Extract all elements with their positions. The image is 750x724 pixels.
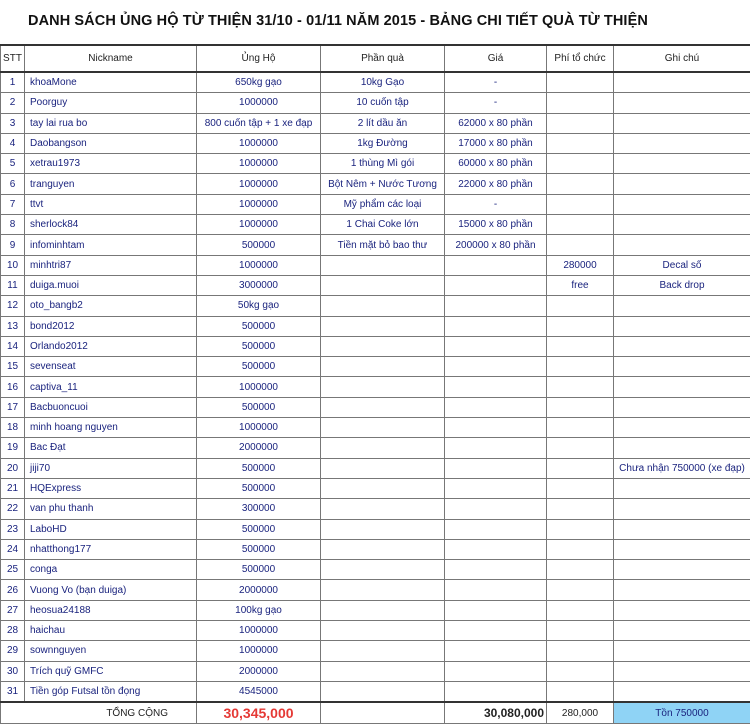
cell-phi-to-chuc[interactable] bbox=[547, 397, 614, 417]
cell-ung-ho[interactable]: 500000 bbox=[197, 478, 321, 498]
cell-ung-ho[interactable]: 1000000 bbox=[197, 133, 321, 153]
cell-nickname[interactable]: jiji70 bbox=[25, 458, 197, 478]
cell-gia[interactable] bbox=[445, 681, 547, 702]
cell-ghi-chu[interactable] bbox=[614, 194, 750, 214]
cell-ung-ho[interactable]: 50kg gạo bbox=[197, 296, 321, 316]
cell-ghi-chu[interactable] bbox=[614, 235, 750, 255]
table-row bbox=[1, 174, 750, 194]
cell-nickname[interactable]: sherlock84 bbox=[25, 215, 197, 235]
cell-gia[interactable]: 17000 x 80 phần bbox=[445, 133, 547, 153]
cell-phan-qua[interactable] bbox=[321, 316, 445, 336]
cell-phi-to-chuc[interactable] bbox=[547, 641, 614, 661]
cell-stt[interactable]: 18 bbox=[1, 418, 25, 438]
cell-gia[interactable] bbox=[445, 560, 547, 580]
cell-nickname[interactable]: heosua24188 bbox=[25, 600, 197, 620]
cell-phan-qua[interactable] bbox=[321, 296, 445, 316]
cell-phan-qua[interactable] bbox=[321, 499, 445, 519]
total-label[interactable]: TỔNG CỘNG bbox=[1, 702, 197, 724]
table-row bbox=[1, 235, 750, 255]
cell-stt[interactable]: 29 bbox=[1, 641, 25, 661]
cell-phi-to-chuc[interactable] bbox=[547, 621, 614, 641]
cell-gia[interactable] bbox=[445, 418, 547, 438]
table-row bbox=[1, 438, 750, 458]
cell-stt[interactable]: 28 bbox=[1, 621, 25, 641]
cell-ghi-chu[interactable] bbox=[614, 539, 750, 559]
cell-phi-to-chuc[interactable] bbox=[547, 357, 614, 377]
table-row bbox=[1, 580, 750, 600]
cell-stt[interactable]: 26 bbox=[1, 580, 25, 600]
table-row bbox=[1, 316, 750, 336]
cell-gia[interactable]: 60000 x 80 phần bbox=[445, 154, 547, 174]
cell-gia[interactable] bbox=[445, 580, 547, 600]
cell-stt[interactable]: 27 bbox=[1, 600, 25, 620]
cell-phi-to-chuc[interactable] bbox=[547, 458, 614, 478]
cell-nickname[interactable]: infominhtam bbox=[25, 235, 197, 255]
cell-phi-to-chuc[interactable] bbox=[547, 215, 614, 235]
cell-gia[interactable] bbox=[445, 275, 547, 295]
cell-phan-qua[interactable] bbox=[321, 681, 445, 702]
cell-stt[interactable]: 5 bbox=[1, 154, 25, 174]
cell-phan-qua[interactable] bbox=[321, 539, 445, 559]
cell-phan-qua[interactable] bbox=[321, 357, 445, 377]
total-ghi-chu[interactable]: Tồn 750000 bbox=[614, 702, 750, 724]
cell-stt[interactable]: 20 bbox=[1, 458, 25, 478]
cell-phi-to-chuc[interactable] bbox=[547, 661, 614, 681]
cell-stt[interactable]: 30 bbox=[1, 661, 25, 681]
cell-stt[interactable]: 23 bbox=[1, 519, 25, 539]
cell-ung-ho[interactable]: 1000000 bbox=[197, 215, 321, 235]
cell-phan-qua[interactable]: 1 thùng Mì gói bbox=[321, 154, 445, 174]
cell-ung-ho[interactable]: 2000000 bbox=[197, 438, 321, 458]
cell-ghi-chu[interactable] bbox=[614, 681, 750, 702]
cell-nickname[interactable]: tay lai rua bo bbox=[25, 113, 197, 133]
cell-phan-qua[interactable]: 10kg Gạo bbox=[321, 72, 445, 93]
table-row bbox=[1, 681, 750, 702]
cell-stt[interactable]: 3 bbox=[1, 113, 25, 133]
cell-ghi-chu[interactable] bbox=[614, 499, 750, 519]
total-phi[interactable]: 280,000 bbox=[547, 702, 614, 724]
cell-nickname[interactable]: minh hoang nguyen bbox=[25, 418, 197, 438]
cell-nickname[interactable]: LaboHD bbox=[25, 519, 197, 539]
cell-phan-qua[interactable]: Bột Nêm + Nước Tương bbox=[321, 174, 445, 194]
table-row bbox=[1, 336, 750, 356]
cell-phan-qua[interactable]: 10 cuốn tập bbox=[321, 93, 445, 113]
cell-phi-to-chuc[interactable] bbox=[547, 560, 614, 580]
cell-stt[interactable]: 12 bbox=[1, 296, 25, 316]
cell-gia[interactable]: - bbox=[445, 194, 547, 214]
cell-phi-to-chuc[interactable] bbox=[547, 519, 614, 539]
cell-ung-ho[interactable]: 500000 bbox=[197, 519, 321, 539]
cell-ghi-chu[interactable] bbox=[614, 478, 750, 498]
cell-nickname[interactable]: Orlando2012 bbox=[25, 336, 197, 356]
table-row bbox=[1, 72, 750, 93]
cell-nickname[interactable]: sownnguyen bbox=[25, 641, 197, 661]
cell-gia[interactable] bbox=[445, 357, 547, 377]
table-row bbox=[1, 661, 750, 681]
cell-phan-qua[interactable]: Mỹ phẩm các loại bbox=[321, 194, 445, 214]
cell-ung-ho[interactable]: 500000 bbox=[197, 336, 321, 356]
cell-nickname[interactable]: captiva_11 bbox=[25, 377, 197, 397]
table-row bbox=[1, 113, 750, 133]
cell-ghi-chu[interactable] bbox=[614, 519, 750, 539]
cell-nickname[interactable]: Daobangson bbox=[25, 133, 197, 153]
cell-phan-qua[interactable]: 1kg Đường bbox=[321, 133, 445, 153]
cell-nickname[interactable]: Tiền góp Futsal tồn đọng bbox=[25, 681, 197, 702]
cell-phan-qua[interactable] bbox=[321, 600, 445, 620]
cell-ung-ho[interactable]: 800 cuốn tập + 1 xe đạp bbox=[197, 113, 321, 133]
cell-ung-ho[interactable]: 500000 bbox=[197, 397, 321, 417]
table-row bbox=[1, 93, 750, 113]
cell-gia[interactable]: 62000 x 80 phần bbox=[445, 113, 547, 133]
sheet-title: DANH SÁCH ỦNG HỘ TỪ THIỆN 31/10 - 01/11 NĂM 2015 - BẢNG CHI TIẾT QUÀ TỪ THIỆN bbox=[0, 0, 750, 42]
cell-gia[interactable]: 22000 x 80 phần bbox=[445, 174, 547, 194]
cell-stt[interactable]: 2 bbox=[1, 93, 25, 113]
table-row bbox=[1, 296, 750, 316]
cell-ung-ho[interactable]: 1000000 bbox=[197, 255, 321, 275]
cell-gia[interactable] bbox=[445, 255, 547, 275]
cell-gia[interactable] bbox=[445, 478, 547, 498]
header-ghi-chu[interactable]: Ghi chú bbox=[614, 45, 750, 72]
total-ung-ho[interactable]: 30,345,000 bbox=[197, 702, 321, 724]
cell-nickname[interactable]: minhtri87 bbox=[25, 255, 197, 275]
cell-phi-to-chuc[interactable]: free bbox=[547, 275, 614, 295]
table-row bbox=[1, 499, 750, 519]
cell-phi-to-chuc[interactable] bbox=[547, 133, 614, 153]
cell-ghi-chu[interactable]: Chưa nhận 750000 (xe đạp) bbox=[614, 458, 750, 478]
cell-ung-ho[interactable]: 650kg gạo bbox=[197, 72, 321, 93]
header-phi-to-chuc[interactable]: Phí tổ chức bbox=[547, 45, 614, 72]
cell-gia[interactable] bbox=[445, 397, 547, 417]
cell-gia[interactable] bbox=[445, 336, 547, 356]
cell-gia[interactable]: 200000 x 80 phần bbox=[445, 235, 547, 255]
table-row bbox=[1, 478, 750, 498]
header-row bbox=[1, 45, 750, 72]
cell-ghi-chu[interactable] bbox=[614, 600, 750, 620]
cell-phan-qua[interactable] bbox=[321, 580, 445, 600]
cell-stt[interactable]: 15 bbox=[1, 357, 25, 377]
cell-nickname[interactable]: duiga.muoi bbox=[25, 275, 197, 295]
cell-phi-to-chuc[interactable] bbox=[547, 296, 614, 316]
cell-ghi-chu[interactable] bbox=[614, 215, 750, 235]
table-row bbox=[1, 154, 750, 174]
cell-phan-qua[interactable] bbox=[321, 336, 445, 356]
cell-ghi-chu[interactable] bbox=[614, 113, 750, 133]
table-row bbox=[1, 641, 750, 661]
table-row bbox=[1, 600, 750, 620]
donation-table bbox=[0, 44, 750, 724]
cell-ghi-chu[interactable] bbox=[614, 661, 750, 681]
cell-phan-qua[interactable] bbox=[321, 418, 445, 438]
cell-phan-qua[interactable] bbox=[321, 661, 445, 681]
cell-ung-ho[interactable]: 3000000 bbox=[197, 275, 321, 295]
cell-nickname[interactable]: khoaMone bbox=[25, 72, 197, 93]
cell-gia[interactable] bbox=[445, 377, 547, 397]
cell-stt[interactable]: 9 bbox=[1, 235, 25, 255]
cell-phi-to-chuc[interactable] bbox=[547, 235, 614, 255]
table-row bbox=[1, 377, 750, 397]
cell-ung-ho[interactable]: 500000 bbox=[197, 539, 321, 559]
cell-nickname[interactable]: bond2012 bbox=[25, 316, 197, 336]
cell-phi-to-chuc[interactable] bbox=[547, 438, 614, 458]
cell-ghi-chu[interactable] bbox=[614, 93, 750, 113]
cell-nickname[interactable]: Bac Đạt bbox=[25, 438, 197, 458]
cell-ghi-chu[interactable] bbox=[614, 133, 750, 153]
cell-stt[interactable]: 22 bbox=[1, 499, 25, 519]
table-row bbox=[1, 560, 750, 580]
cell-ung-ho[interactable]: 500000 bbox=[197, 560, 321, 580]
table-row bbox=[1, 397, 750, 417]
cell-nickname[interactable]: oto_bangb2 bbox=[25, 296, 197, 316]
cell-gia[interactable] bbox=[445, 539, 547, 559]
cell-phan-qua[interactable] bbox=[321, 478, 445, 498]
cell-ghi-chu[interactable]: Back drop bbox=[614, 275, 750, 295]
table-row bbox=[1, 519, 750, 539]
cell-phan-qua[interactable] bbox=[321, 275, 445, 295]
cell-stt[interactable]: 17 bbox=[1, 397, 25, 417]
total-gia[interactable]: 30,080,000 bbox=[445, 702, 547, 724]
cell-phan-qua[interactable] bbox=[321, 641, 445, 661]
cell-ghi-chu[interactable] bbox=[614, 641, 750, 661]
cell-ghi-chu[interactable] bbox=[614, 174, 750, 194]
header-stt[interactable]: STT bbox=[1, 45, 25, 72]
cell-stt[interactable]: 4 bbox=[1, 133, 25, 153]
cell-ung-ho[interactable]: 500000 bbox=[197, 357, 321, 377]
cell-nickname[interactable]: xetrau1973 bbox=[25, 154, 197, 174]
cell-phan-qua[interactable] bbox=[321, 458, 445, 478]
cell-phi-to-chuc[interactable] bbox=[547, 377, 614, 397]
cell-ung-ho[interactable]: 4545000 bbox=[197, 681, 321, 702]
cell-phi-to-chuc[interactable] bbox=[547, 93, 614, 113]
table-row bbox=[1, 255, 750, 275]
cell-stt[interactable]: 13 bbox=[1, 316, 25, 336]
cell-phi-to-chuc[interactable] bbox=[547, 478, 614, 498]
total-row bbox=[1, 702, 750, 724]
cell-ung-ho[interactable]: 500000 bbox=[197, 316, 321, 336]
cell-gia[interactable] bbox=[445, 661, 547, 681]
cell-gia[interactable]: - bbox=[445, 93, 547, 113]
cell-gia[interactable] bbox=[445, 316, 547, 336]
cell-stt[interactable]: 6 bbox=[1, 174, 25, 194]
cell-nickname[interactable]: sevenseat bbox=[25, 357, 197, 377]
cell-ung-ho[interactable]: 500000 bbox=[197, 235, 321, 255]
cell-gia[interactable]: 15000 x 80 phần bbox=[445, 215, 547, 235]
cell-ung-ho[interactable]: 1000000 bbox=[197, 621, 321, 641]
cell-ghi-chu[interactable] bbox=[614, 621, 750, 641]
cell-phi-to-chuc[interactable] bbox=[547, 154, 614, 174]
cell-ghi-chu[interactable] bbox=[614, 72, 750, 93]
cell-ung-ho[interactable]: 1000000 bbox=[197, 418, 321, 438]
cell-ghi-chu[interactable] bbox=[614, 438, 750, 458]
cell-ung-ho[interactable]: 1000000 bbox=[197, 377, 321, 397]
cell-stt[interactable]: 1 bbox=[1, 72, 25, 93]
table-row bbox=[1, 133, 750, 153]
cell-nickname[interactable]: Bacbuoncuoi bbox=[25, 397, 197, 417]
cell-ung-ho[interactable]: 1000000 bbox=[197, 93, 321, 113]
cell-stt[interactable]: 10 bbox=[1, 255, 25, 275]
cell-ghi-chu[interactable] bbox=[614, 357, 750, 377]
cell-ung-ho[interactable]: 100kg gạo bbox=[197, 600, 321, 620]
header-phan-qua[interactable]: Phần quà bbox=[321, 45, 445, 72]
cell-phi-to-chuc[interactable] bbox=[547, 539, 614, 559]
cell-nickname[interactable]: ttvt bbox=[25, 194, 197, 214]
cell-phan-qua[interactable] bbox=[321, 438, 445, 458]
cell-ghi-chu[interactable] bbox=[614, 377, 750, 397]
cell-gia[interactable]: - bbox=[445, 72, 547, 93]
cell-phi-to-chuc[interactable] bbox=[547, 194, 614, 214]
cell-nickname[interactable]: tranguyen bbox=[25, 174, 197, 194]
header-gia[interactable]: Giá bbox=[445, 45, 547, 72]
cell-phan-qua[interactable]: Tiền mặt bỏ bao thư bbox=[321, 235, 445, 255]
cell-ghi-chu[interactable]: Decal số bbox=[614, 255, 750, 275]
cell-ung-ho[interactable]: 1000000 bbox=[197, 194, 321, 214]
cell-gia[interactable] bbox=[445, 438, 547, 458]
cell-ghi-chu[interactable] bbox=[614, 580, 750, 600]
cell-phan-qua[interactable]: 1 Chai Coke lớn bbox=[321, 215, 445, 235]
cell-phan-qua[interactable] bbox=[321, 377, 445, 397]
cell-phi-to-chuc[interactable] bbox=[547, 418, 614, 438]
cell-nickname[interactable]: Vuong Vo (bạn duiga) bbox=[25, 580, 197, 600]
cell-nickname[interactable]: nhatthong177 bbox=[25, 539, 197, 559]
cell-stt[interactable]: 11 bbox=[1, 275, 25, 295]
cell-ung-ho[interactable]: 1000000 bbox=[197, 174, 321, 194]
cell-ghi-chu[interactable] bbox=[614, 316, 750, 336]
cell-gia[interactable] bbox=[445, 641, 547, 661]
cell-phan-qua[interactable] bbox=[321, 621, 445, 641]
cell-phi-to-chuc[interactable] bbox=[547, 600, 614, 620]
header-ung-ho[interactable]: Ủng Hộ bbox=[197, 45, 321, 72]
cell-gia[interactable] bbox=[445, 296, 547, 316]
cell-phan-qua[interactable]: 2 lít dầu ăn bbox=[321, 113, 445, 133]
cell-phan-qua[interactable] bbox=[321, 397, 445, 417]
header-nickname[interactable]: Nickname bbox=[25, 45, 197, 72]
table-row bbox=[1, 275, 750, 295]
cell-phi-to-chuc[interactable] bbox=[547, 580, 614, 600]
cell-ghi-chu[interactable] bbox=[614, 560, 750, 580]
cell-ung-ho[interactable]: 1000000 bbox=[197, 154, 321, 174]
cell-ghi-chu[interactable] bbox=[614, 296, 750, 316]
cell-stt[interactable]: 31 bbox=[1, 681, 25, 702]
table-row bbox=[1, 458, 750, 478]
cell-ghi-chu[interactable] bbox=[614, 154, 750, 174]
cell-stt[interactable]: 24 bbox=[1, 539, 25, 559]
cell-stt[interactable]: 7 bbox=[1, 194, 25, 214]
cell-gia[interactable] bbox=[445, 600, 547, 620]
cell-ghi-chu[interactable] bbox=[614, 418, 750, 438]
cell-ung-ho[interactable]: 300000 bbox=[197, 499, 321, 519]
cell-ung-ho[interactable]: 500000 bbox=[197, 458, 321, 478]
table-row bbox=[1, 357, 750, 377]
cell-phi-to-chuc[interactable]: 280000 bbox=[547, 255, 614, 275]
cell-phan-qua[interactable] bbox=[321, 519, 445, 539]
cell-nickname[interactable]: conga bbox=[25, 560, 197, 580]
cell-stt[interactable]: 25 bbox=[1, 560, 25, 580]
cell-phi-to-chuc[interactable] bbox=[547, 681, 614, 702]
cell-nickname[interactable]: Trích quỹ GMFC bbox=[25, 661, 197, 681]
table-row bbox=[1, 215, 750, 235]
cell-stt[interactable]: 14 bbox=[1, 336, 25, 356]
cell-gia[interactable] bbox=[445, 458, 547, 478]
cell-phi-to-chuc[interactable] bbox=[547, 316, 614, 336]
cell-phi-to-chuc[interactable] bbox=[547, 113, 614, 133]
cell-ghi-chu[interactable] bbox=[614, 336, 750, 356]
cell-ung-ho[interactable]: 1000000 bbox=[197, 641, 321, 661]
cell-phi-to-chuc[interactable] bbox=[547, 174, 614, 194]
table-row bbox=[1, 418, 750, 438]
cell-phi-to-chuc[interactable] bbox=[547, 499, 614, 519]
cell-stt[interactable]: 19 bbox=[1, 438, 25, 458]
cell-stt[interactable]: 8 bbox=[1, 215, 25, 235]
cell-phan-qua[interactable] bbox=[321, 255, 445, 275]
cell-gia[interactable] bbox=[445, 519, 547, 539]
table-row bbox=[1, 539, 750, 559]
cell-phi-to-chuc[interactable] bbox=[547, 336, 614, 356]
table-row bbox=[1, 621, 750, 641]
cell-stt[interactable]: 16 bbox=[1, 377, 25, 397]
table-row bbox=[1, 194, 750, 214]
cell-phi-to-chuc[interactable] bbox=[547, 72, 614, 93]
cell-nickname[interactable]: HQExpress bbox=[25, 478, 197, 498]
cell-gia[interactable] bbox=[445, 499, 547, 519]
cell-ung-ho[interactable]: 2000000 bbox=[197, 580, 321, 600]
cell-gia[interactable] bbox=[445, 621, 547, 641]
cell-ung-ho[interactable]: 2000000 bbox=[197, 661, 321, 681]
cell-nickname[interactable]: haichau bbox=[25, 621, 197, 641]
cell-phan-qua[interactable] bbox=[321, 560, 445, 580]
cell-nickname[interactable]: van phu thanh bbox=[25, 499, 197, 519]
total-phan-qua[interactable] bbox=[321, 702, 445, 724]
cell-ghi-chu[interactable] bbox=[614, 397, 750, 417]
cell-nickname[interactable]: Poorguy bbox=[25, 93, 197, 113]
cell-stt[interactable]: 21 bbox=[1, 478, 25, 498]
